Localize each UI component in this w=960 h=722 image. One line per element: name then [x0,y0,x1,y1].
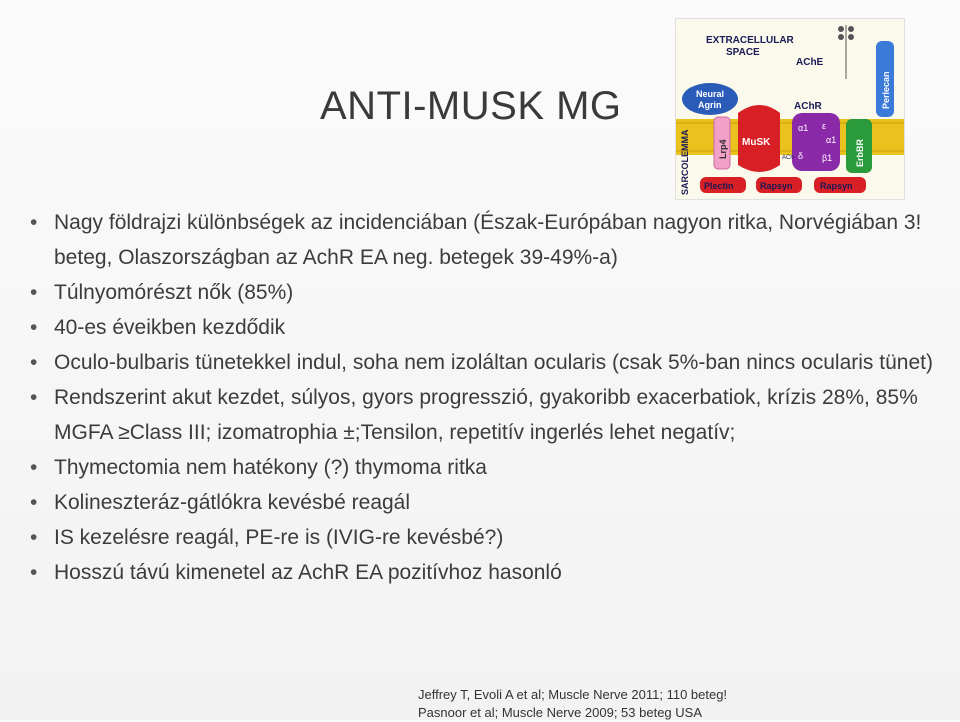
label-ache: AChE [796,57,824,68]
label-alpha1a: α1 [798,123,809,133]
bullet-item: • Hosszú távú kimenetel az AchR EA pozitívhoz hasonló [30,555,940,590]
slide-title: ANTI-MUSK MG [320,84,622,128]
bullet-item: • Rendszerint akut kezdet, súlyos, gyors progresszió, gyakoribb exacerbatiok, krízis 28%, 85% MGFA ≥Class III; izomatrophia ±;Tensilon, repetitív ingerlés lehet negatív; [30,380,940,450]
label-space: SPACE [726,47,760,58]
ache-knob-3 [838,34,844,40]
label-plectin: Plectin [704,181,734,191]
label-agrin: Agrin [698,100,722,110]
label-perlecan: Perlecan [881,71,891,109]
reference-line: Jeffrey T, Evoli A et al; Muscle Nerve 2011; 110 beteg! [418,687,728,702]
label-beta1: β1 [822,153,833,163]
label-sarcolemma: SARCOLEMMA [680,129,690,195]
label-delta: δ [798,151,804,161]
ache-knob-4 [848,34,854,40]
nmj-diagram-svg [676,19,904,199]
bullet-item: • Thymectomia nem hatékony (?) thymoma ritka [30,450,940,485]
label-lrp4: Lrp4 [718,139,728,159]
label-rapsyn2: Rapsyn [820,181,853,191]
label-ach-small: ACh [782,155,794,161]
bullet-item: • IS kezelésre reagál, PE-re is (IVIG-re kevésbé?) [30,520,940,555]
references [418,686,727,722]
label-rapsyn1: Rapsyn [760,181,793,191]
bullet-item: • 40-es éveikben kezdődik [30,310,940,345]
label-epsilon: ε [822,121,827,131]
ache-knob-1 [838,26,844,32]
nmj-diagram [675,18,905,200]
bullet-item: • Oculo-bulbaris tünetekkel indul, soha nem izoláltan ocularis (csak 5%-ban nincs ocularis tünet) [30,345,940,380]
reference-line: Pasnoor et al; Muscle Nerve 2009; 53 beteg USA [418,705,702,720]
bullet-item: • Kolineszteráz-gátlókra kevésbé reagál [30,485,940,520]
label-extracellular: EXTRACELLULAR [706,35,794,46]
bullet-item: • Nagy földrajzi különbségek az incidenciában (Észak-Európában nagyon ritka, Norvégiában 3! beteg, Olaszországban az AchR EA neg. betegek 39-49%-a) [30,205,940,275]
label-erbbr: ErbBR [855,138,865,167]
bullet-item: • Túlnyomórészt nők (85%) [30,275,940,310]
label-musk: MuSK [742,137,771,148]
ache-knob-2 [848,26,854,32]
bullet-list [30,205,940,590]
agrin-shape [682,83,738,115]
label-neural: Neural [696,89,725,99]
label-achr: AChR [794,101,822,112]
label-alpha1b: α1 [826,135,837,145]
